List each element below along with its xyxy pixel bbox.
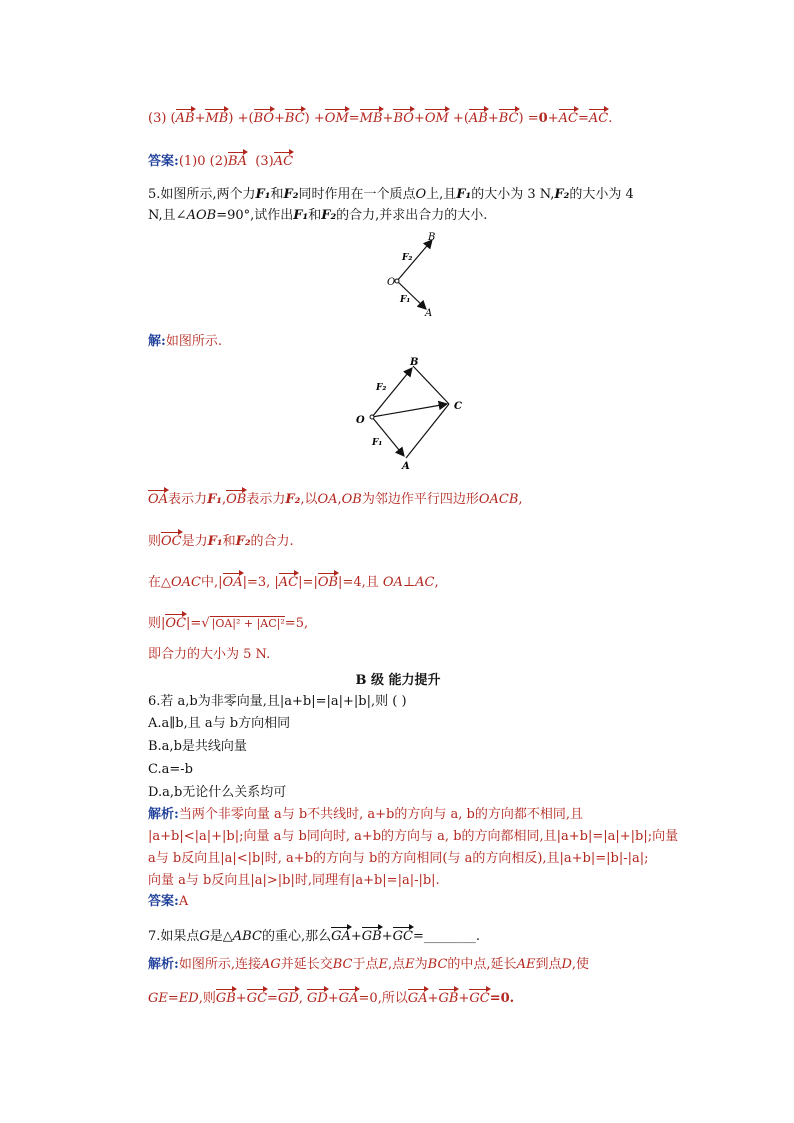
symbol-O: O	[415, 187, 427, 202]
text: E	[405, 957, 415, 972]
point-O	[395, 279, 399, 283]
text: 表示力	[168, 492, 208, 507]
text: 如图所示,连接	[178, 957, 261, 972]
symbol-F2: F₂	[285, 492, 301, 507]
equals: =	[527, 111, 539, 126]
plus: +	[235, 991, 247, 1006]
plus: +	[382, 111, 394, 126]
label-F2: F₂	[402, 253, 413, 263]
text: =0,所以	[358, 991, 408, 1006]
vector-BC: BC	[499, 107, 519, 126]
vector-GA: GA	[331, 925, 351, 944]
text: =________.	[412, 929, 480, 944]
text: 的合力,并求出合力的大小.	[336, 208, 488, 223]
plus: +	[274, 111, 285, 126]
label-A: A	[402, 461, 410, 472]
explanation-6-line-3: a与 b反向且|a|<|b|时, a+b的方向与 b的方向相同(与 a的方向相反),且|a+b|=|b|-|a|;	[148, 851, 649, 866]
vector-GB: GB	[216, 987, 236, 1006]
explanation-6-line-4: 向量 a与 b反向且|a|>|b|时,同理有|a+b|=|a|-|b|.	[148, 873, 440, 888]
equals: =	[577, 111, 589, 126]
vector-AB: AB	[176, 107, 195, 126]
plus: +	[381, 929, 393, 944]
comma: ,	[298, 991, 303, 1006]
symbol-F1: F₁	[207, 492, 222, 507]
explanation-6-line-2: |a+b|<|a|+|b|;向量 a与 b同向时, a+b的方向与 a, b的方向都相同,且|a+b|=|a|+|b|;向量	[148, 829, 679, 844]
vector-OM: OM	[425, 107, 449, 126]
bar: |	[186, 616, 191, 631]
explanation-label: 解析:	[148, 957, 179, 972]
text: 5.如图所示,两个力	[148, 187, 256, 202]
explanation-7-line-1	[148, 955, 589, 975]
edge-AC	[406, 404, 449, 458]
text: =90°,试作出	[216, 208, 294, 223]
text: ,使	[571, 957, 590, 972]
text: 中,	[201, 575, 219, 590]
vector-MB: MB	[360, 107, 383, 126]
vector-BC: BC	[285, 107, 305, 126]
bar: |	[242, 575, 247, 590]
plus: +	[427, 991, 439, 1006]
text: 的合力.	[250, 534, 294, 549]
vector-BO: BO	[254, 107, 274, 126]
vector-AC: AC	[559, 107, 578, 126]
label-O: O	[387, 277, 396, 288]
vector-GD: GD	[307, 987, 328, 1006]
solution-label: 解:	[148, 334, 166, 349]
option-d: D.a,b无论什么关系均可	[148, 785, 287, 800]
vector-AC: AC	[589, 107, 608, 126]
text: 的重心,那么	[261, 929, 332, 944]
equals: =	[267, 991, 278, 1006]
text: ,	[434, 575, 439, 590]
vector-MB: MB	[205, 107, 228, 126]
text: 的大小为 3 N,	[471, 187, 555, 202]
bar: |	[298, 575, 303, 590]
vector-OB: OB	[318, 571, 338, 590]
vector-GD: GD	[278, 987, 299, 1006]
text: =3,	[246, 575, 271, 590]
answer-text: A	[178, 894, 189, 909]
text: =5,	[284, 616, 309, 631]
symbol-F1: F₁	[293, 208, 309, 223]
answer-text: (3)	[255, 154, 274, 169]
plus: +	[413, 111, 425, 126]
text: 的大小为 4	[569, 187, 634, 202]
explanation-6-line-1	[148, 805, 583, 825]
vector-GB: GB	[362, 925, 382, 944]
explanation-7-line-2	[148, 987, 514, 1009]
zero-vector: 0	[538, 111, 548, 126]
figure-parallelogram	[350, 352, 470, 474]
solution-step-2	[148, 530, 294, 552]
symbol-F2: F₂	[283, 187, 299, 202]
vector-GC: GC	[247, 987, 267, 1006]
text: GE=ED	[148, 991, 199, 1006]
option-a: A.a∥b,且 a与 b方向相同	[148, 716, 291, 731]
paren: )	[228, 111, 234, 126]
symbol-F2: F₂	[321, 208, 337, 223]
plus: +	[452, 111, 464, 126]
paren: )	[304, 111, 310, 126]
text: ,点	[388, 957, 406, 972]
answer-label: 答案:	[148, 894, 179, 909]
vector-OC: OC	[161, 530, 182, 549]
symbol-F1: F₁	[207, 534, 223, 549]
vector-GA: GA	[339, 987, 359, 1006]
point-O	[370, 415, 374, 419]
plus: +	[547, 111, 559, 126]
text: E	[378, 957, 389, 972]
solution-step-5: 即合力的大小为 5 N.	[148, 647, 271, 662]
plus: +	[194, 111, 206, 126]
text: =	[302, 575, 314, 590]
label-F2: F₂	[376, 383, 387, 393]
vector-GC: GC	[469, 987, 489, 1006]
text: 的中点,延长	[447, 957, 517, 972]
text: OA	[317, 492, 338, 507]
text: 于点	[352, 957, 379, 972]
section-heading-level-b: B 级 能力提升	[355, 673, 441, 688]
text: 并延长交	[280, 957, 333, 972]
vector-GC: GC	[393, 925, 413, 944]
vector-OA-line	[372, 417, 404, 456]
text: 则	[148, 534, 162, 549]
vector-GA: GA	[408, 987, 428, 1006]
bar: |	[161, 616, 166, 631]
answer-line	[148, 150, 293, 172]
equals: =	[348, 111, 360, 126]
sqrt-sign: √	[201, 616, 210, 631]
text: OACB	[478, 492, 519, 507]
text: 到点	[535, 957, 562, 972]
solution-step-4	[148, 612, 308, 634]
text: 为邻边作平行四边形	[361, 492, 479, 507]
answer-label: 答案:	[148, 154, 179, 169]
vector-OA: OA	[148, 488, 168, 507]
explanation-label: 解析:	[148, 807, 179, 822]
comma: ,	[222, 492, 227, 507]
text: 7.如果点	[148, 929, 200, 944]
plus: +	[313, 111, 325, 126]
vector-OC: OC	[165, 612, 186, 631]
solution-step-3	[148, 571, 439, 593]
text: 和	[222, 534, 236, 549]
explanation-text: 当两个非零向量 a与 b不共线时, a+b的方向与 a, b的方向都不相同,且	[178, 807, 583, 822]
text: (3) (	[148, 111, 176, 126]
option-c: C.a=-b	[148, 762, 193, 777]
text: ,	[337, 492, 342, 507]
vector-BO: BO	[393, 107, 413, 126]
solution-step-1	[148, 488, 523, 510]
vector-OB: OB	[226, 488, 246, 507]
text: 和	[270, 187, 284, 202]
solution-text: 如图所示.	[165, 334, 222, 349]
label-F1: F₁	[372, 438, 383, 448]
label-B: B	[428, 232, 436, 243]
figure-forces	[360, 228, 450, 320]
question-7	[148, 925, 480, 947]
text: BC	[427, 957, 448, 972]
vector-AC: AC	[274, 150, 293, 169]
solution-line	[148, 332, 222, 352]
label-C: C	[454, 401, 462, 412]
edge-BC	[413, 366, 449, 404]
text: ABC	[232, 929, 262, 944]
text: 和	[308, 208, 322, 223]
bar: |	[338, 575, 343, 590]
text: =0.	[489, 991, 515, 1006]
text: 则	[148, 616, 162, 631]
vector-GB: GB	[439, 987, 459, 1006]
text: AOB	[186, 208, 217, 223]
answer-line-3: (3) (AB+MB) +(BO+BC) +OM=MB+BO+OM +(AB+BC) =0+AC=AC.	[148, 107, 612, 129]
plus: +	[458, 991, 470, 1006]
symbol-F2: F₂	[235, 534, 251, 549]
plus: +	[487, 111, 499, 126]
text: AG	[260, 957, 281, 972]
text: AE	[516, 957, 536, 972]
text: 上,且	[426, 187, 457, 202]
question-6: 6.若 a,b为非零向量,且|a+b|=|a|+|b|,则 ( )	[148, 694, 407, 709]
text: G	[199, 929, 210, 944]
text: D	[561, 957, 572, 972]
text: OAC	[171, 575, 201, 590]
text: =4,且	[342, 575, 379, 590]
text: ,则	[198, 991, 216, 1006]
text: N,且∠	[148, 208, 187, 223]
text: OA⊥AC	[382, 575, 435, 590]
equals: =	[190, 616, 202, 631]
plus: +	[327, 991, 339, 1006]
bar: |	[313, 575, 318, 590]
question-5-line-1	[148, 185, 634, 205]
vector-OM: OM	[325, 107, 349, 126]
text: 是△	[209, 929, 233, 944]
vector-AC: AC	[279, 571, 298, 590]
text: 在△	[148, 575, 171, 590]
sqrt-content: |OA|² + |AC|²	[211, 617, 285, 630]
answer-text: (1)0 (2)	[178, 154, 229, 169]
option-b: B.a,b是共线向量	[148, 739, 247, 754]
answer-6	[148, 892, 188, 912]
vector-OA: OA	[223, 571, 243, 590]
text: 表示力	[246, 492, 286, 507]
text: 为	[414, 957, 428, 972]
bar: |	[218, 575, 223, 590]
period: .	[608, 111, 613, 126]
vector-AB: AB	[469, 107, 488, 126]
label-A: A	[425, 308, 433, 319]
text: 同时作用在一个质点	[298, 187, 416, 202]
question-5-line-2	[148, 206, 487, 226]
bar: |	[274, 575, 279, 590]
symbol-F2: F₂	[554, 187, 570, 202]
label-B: B	[410, 357, 419, 368]
text: 是力	[181, 534, 208, 549]
text: ,	[518, 492, 523, 507]
text: BC	[332, 957, 353, 972]
vector-BA: BA	[228, 150, 247, 169]
symbol-F1: F₁	[456, 187, 472, 202]
label-F1: F₁	[400, 295, 411, 305]
label-O: O	[356, 415, 365, 426]
vector-OC-line	[372, 404, 447, 417]
paren: )	[518, 111, 524, 126]
plus: +	[237, 111, 249, 126]
text: OB	[341, 492, 362, 507]
symbol-F1: F₁	[255, 187, 271, 202]
text: ,以	[300, 492, 318, 507]
plus: +	[350, 929, 362, 944]
